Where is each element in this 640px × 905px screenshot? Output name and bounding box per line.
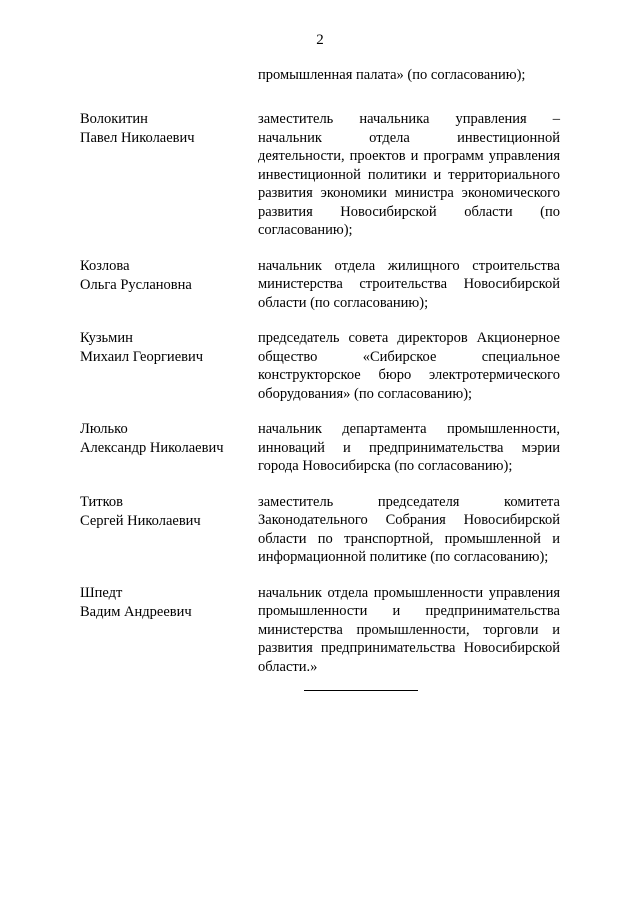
member-name bbox=[80, 420, 258, 476]
member-role: председатель совета директоров Акционерное общество «Сибирское специальное конструкторское бюро электротермического оборудования» (по согласованию); bbox=[258, 330, 560, 402]
member-surname: Кузьмин bbox=[80, 330, 133, 346]
member-given-names: Александр Николаевич bbox=[80, 440, 224, 456]
member-name bbox=[80, 257, 258, 313]
end-of-document-rule bbox=[304, 690, 418, 691]
member-name bbox=[80, 584, 258, 677]
member-surname: Люлько bbox=[80, 421, 128, 437]
member-surname: Шпедт bbox=[80, 584, 123, 601]
member-given-names: Павел Николаевич bbox=[80, 130, 195, 146]
member-entry bbox=[80, 493, 562, 567]
member-role: заместитель председателя комитета Законодательного Собрания Новосибирской области по транспортной, промышленной и информационной политике (по согласованию); bbox=[258, 493, 560, 565]
member-role: начальник отдела промышленности управления промышленности и предпринимательства министерства промышленности, торговли и развития предпринимательства Новосибирской области.» bbox=[258, 584, 560, 675]
member-given-names: Михаил Георгиевич bbox=[80, 349, 204, 365]
member-name bbox=[80, 329, 258, 403]
member-surname: Титков bbox=[80, 493, 123, 510]
member-entry bbox=[80, 420, 562, 476]
member-name bbox=[80, 493, 258, 567]
member-name bbox=[80, 110, 258, 240]
member-entry bbox=[80, 110, 562, 240]
member-entry bbox=[80, 329, 562, 403]
continued-role-text: промышленная палата» (по согласованию); bbox=[258, 67, 526, 83]
member-given-names: Ольга Руслановна bbox=[80, 276, 192, 293]
member-role: начальник отдела жилищного строительства министерства строительства Новосибирской области (по согласованию); bbox=[258, 257, 560, 311]
member-entry bbox=[80, 257, 562, 313]
member-given-names: Вадим Андреевич bbox=[80, 603, 192, 620]
member-surname: Козлова bbox=[80, 257, 130, 274]
member-given-names: Сергей Николаевич bbox=[80, 512, 201, 529]
page-number: 2 bbox=[316, 32, 324, 48]
member-surname: Волокитин bbox=[80, 111, 148, 127]
member-entry bbox=[80, 584, 562, 677]
member-role: заместитель начальника управления – начальник отдела инвестиционной деятельности, проектов и программ управления инвестиционной политики и территориального развития экономики министра экономического развития Новосибирской области (по согласованию); bbox=[258, 111, 560, 238]
member-role: начальник департамента промышленности, инноваций и предпринимательства мэрии города Новосибирска (по согласованию); bbox=[258, 421, 560, 474]
member-list bbox=[80, 110, 562, 693]
